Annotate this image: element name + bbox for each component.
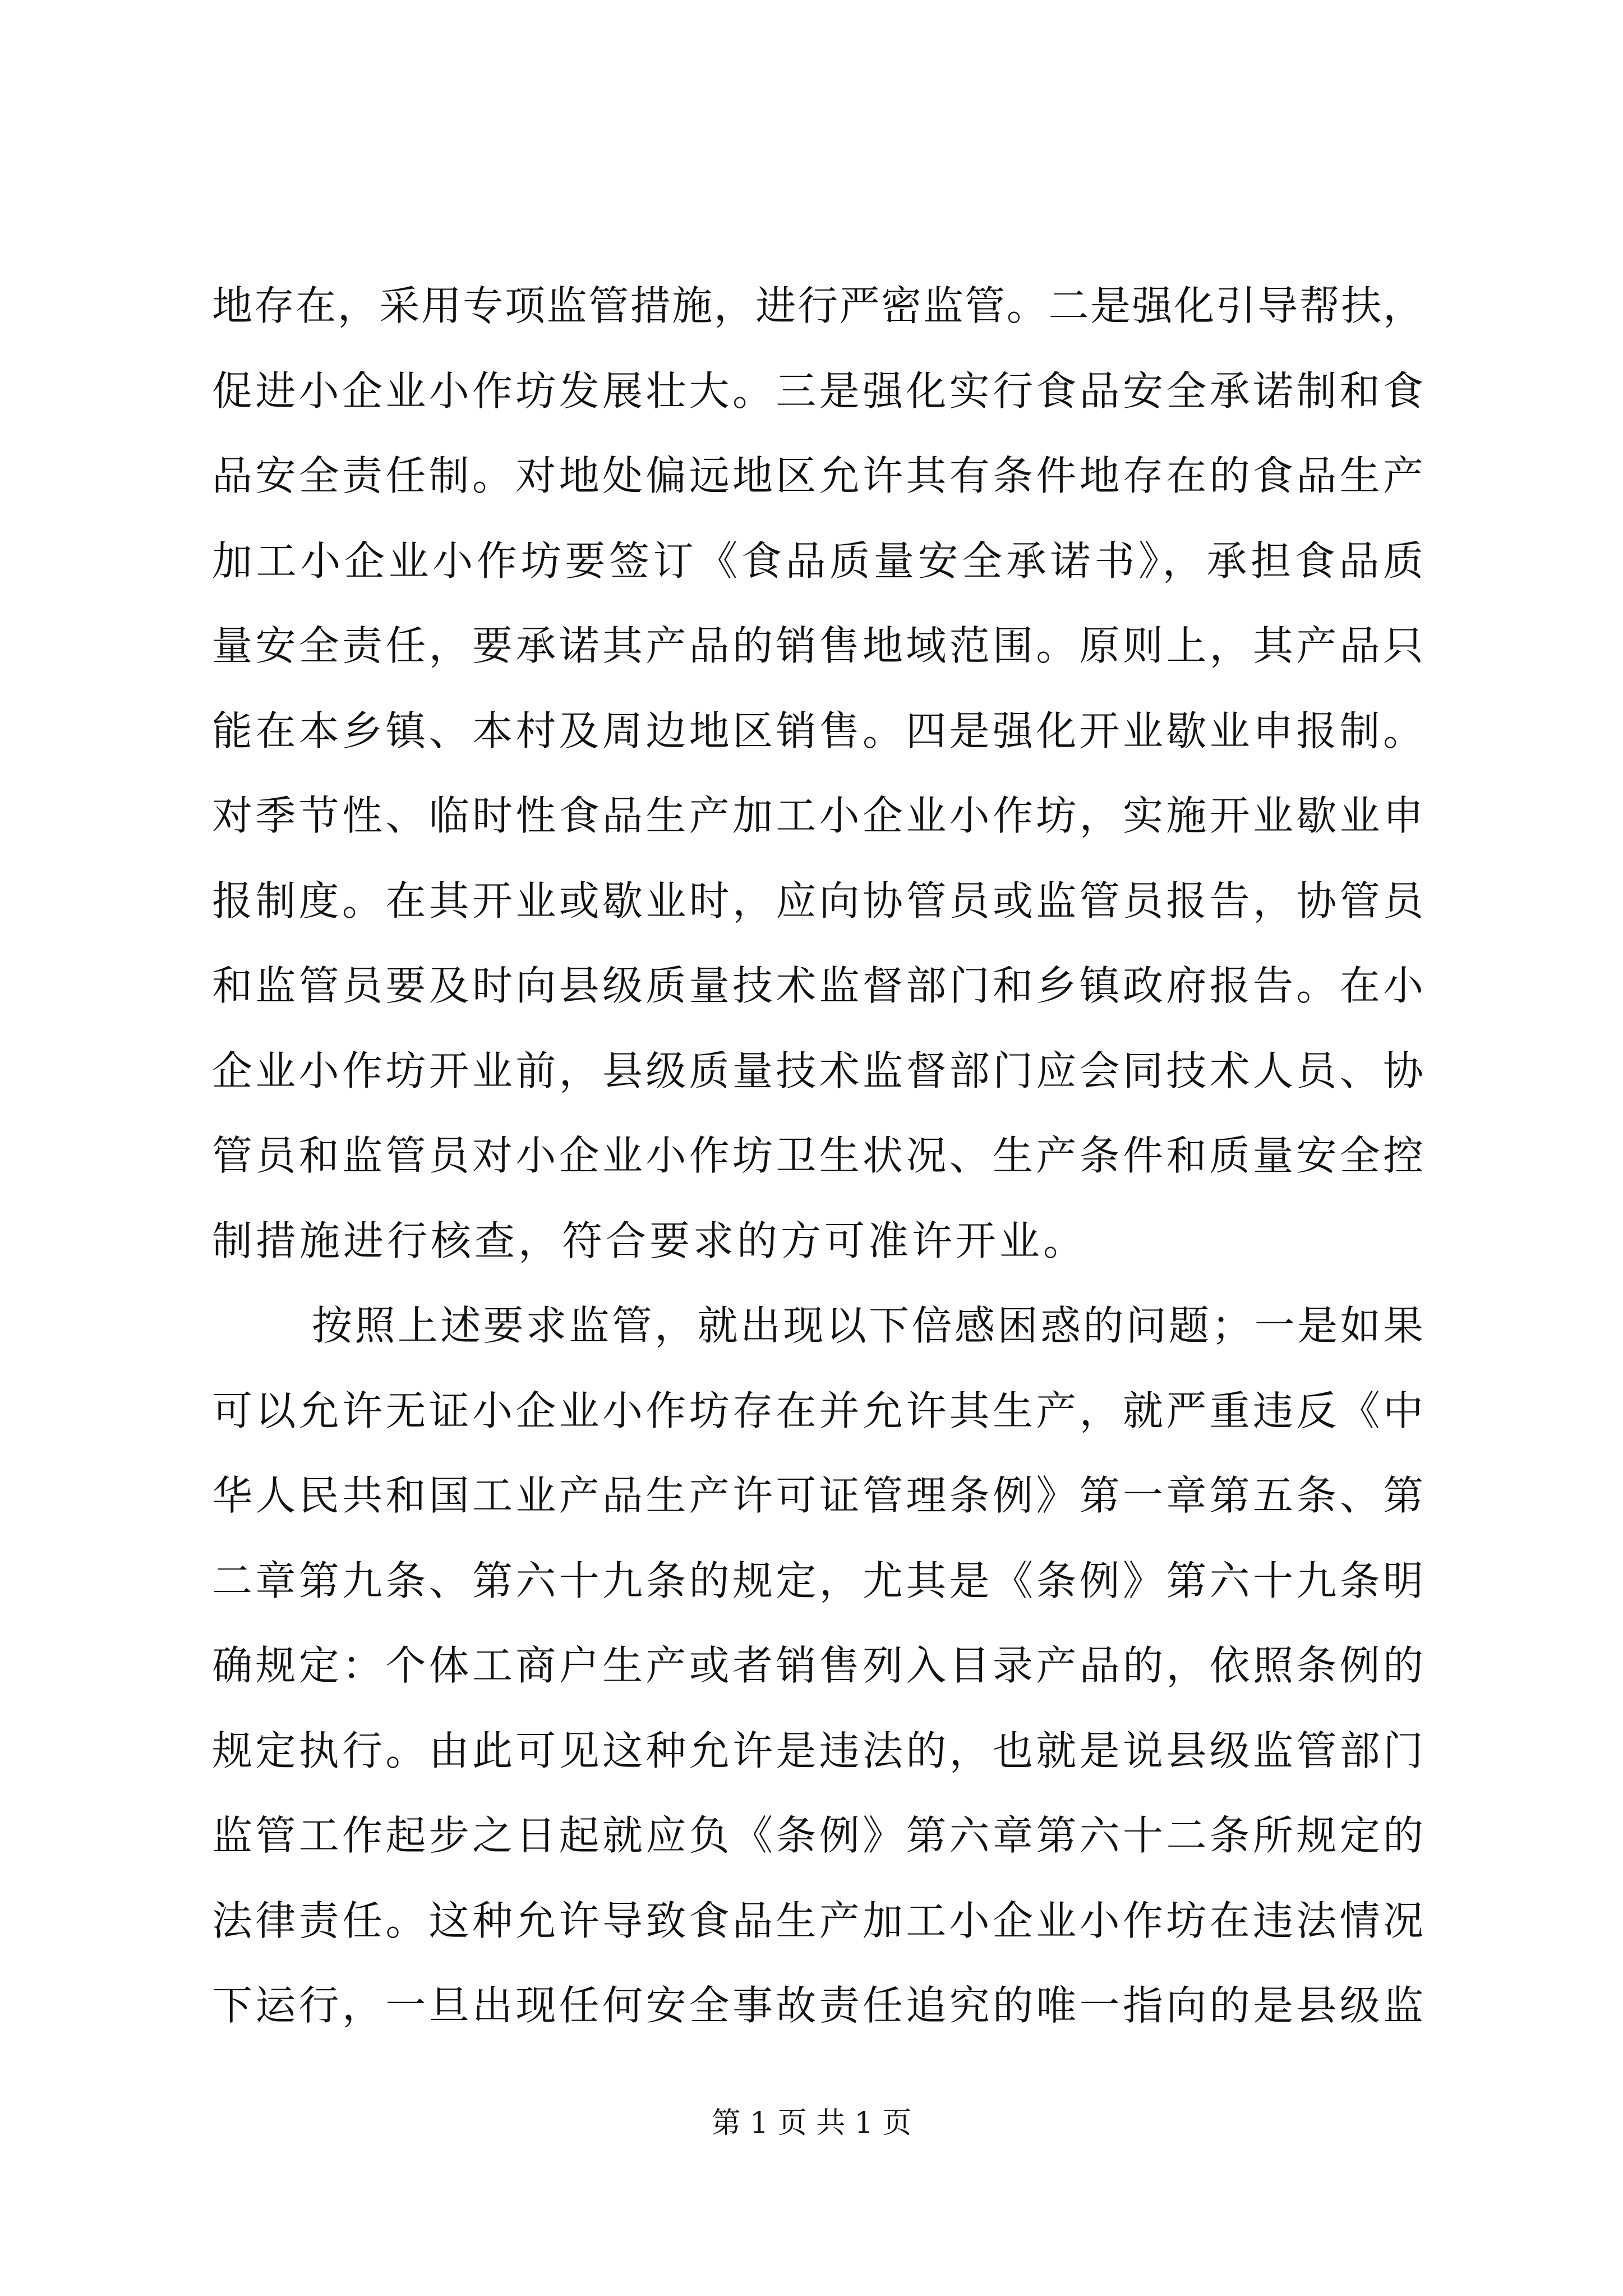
text-line: 监管工作起步之日起就应负《条例》第六章第六十二条所规定的 xyxy=(212,1812,1423,1859)
text-line: 法律责任。这种允许导致食品生产加工小企业小作坊在违法情况 xyxy=(212,1897,1423,1944)
text-line: 规定执行。由此可见这种允许是违法的，也就是说县级监管部门 xyxy=(212,1727,1423,1774)
text-line: 企业小作坊开业前，县级质量技术监督部门应会同技术人员、协 xyxy=(212,1047,1423,1094)
text-line: 品安全责任制。对地处偏远地区允许其有条件地存在的食品生产 xyxy=(212,452,1423,499)
text-line: 华人民共和国工业产品生产许可证管理条例》第一章第五条、第 xyxy=(212,1472,1423,1519)
text-line: 能在本乡镇、本村及周边地区销售。四是强化开业歇业申报制。 xyxy=(212,707,1423,754)
text-line: 加工小企业小作坊要签订《食品质量安全承诺书》，承担食品质 xyxy=(212,537,1423,585)
text-line: 确规定：个体工商户生产或者销售列入目录产品的，依照条例的 xyxy=(212,1642,1423,1689)
text-line: 下运行，一旦出现任何安全事故责任追究的唯一指向的是县级监 xyxy=(212,1982,1423,2029)
text-line: 量安全责任，要承诺其产品的销售地域范围。原则上，其产品只 xyxy=(212,622,1423,669)
text-line: 对季节性、临时性食品生产加工小企业小作坊，实施开业歇业申 xyxy=(212,792,1423,839)
text-line-paragraph-start: 按照上述要求监管，就出现以下倍感困惑的问题；一是如果 xyxy=(312,1302,1423,1349)
text-line-paragraph-end: 制措施进行核查，符合要求的方可准许开业。 xyxy=(212,1217,1087,1264)
page-number-footer: 第 1 页 共 1 页 xyxy=(711,2106,912,2140)
text-line: 报制度。在其开业或歇业时，应向协管员或监管员报告，协管员 xyxy=(212,877,1423,924)
text-line: 和监管员要及时向县级质量技术监督部门和乡镇政府报告。在小 xyxy=(212,962,1423,1009)
text-line: 二章第九条、第六十九条的规定，尤其是《条例》第六十九条明 xyxy=(212,1557,1423,1604)
text-line: 促进小企业小作坊发展壮大。三是强化实行食品安全承诺制和食 xyxy=(212,367,1423,415)
text-line: 可以允许无证小企业小作坊存在并允许其生产，就严重违反《中 xyxy=(212,1387,1423,1434)
document-body xyxy=(212,264,1423,2049)
text-line: 地存在，采用专项监管措施，进行严密监管。二是强化引导帮扶， xyxy=(212,282,1423,329)
text-line: 管员和监管员对小企业小作坊卫生状况、生产条件和质量安全控 xyxy=(212,1132,1423,1179)
